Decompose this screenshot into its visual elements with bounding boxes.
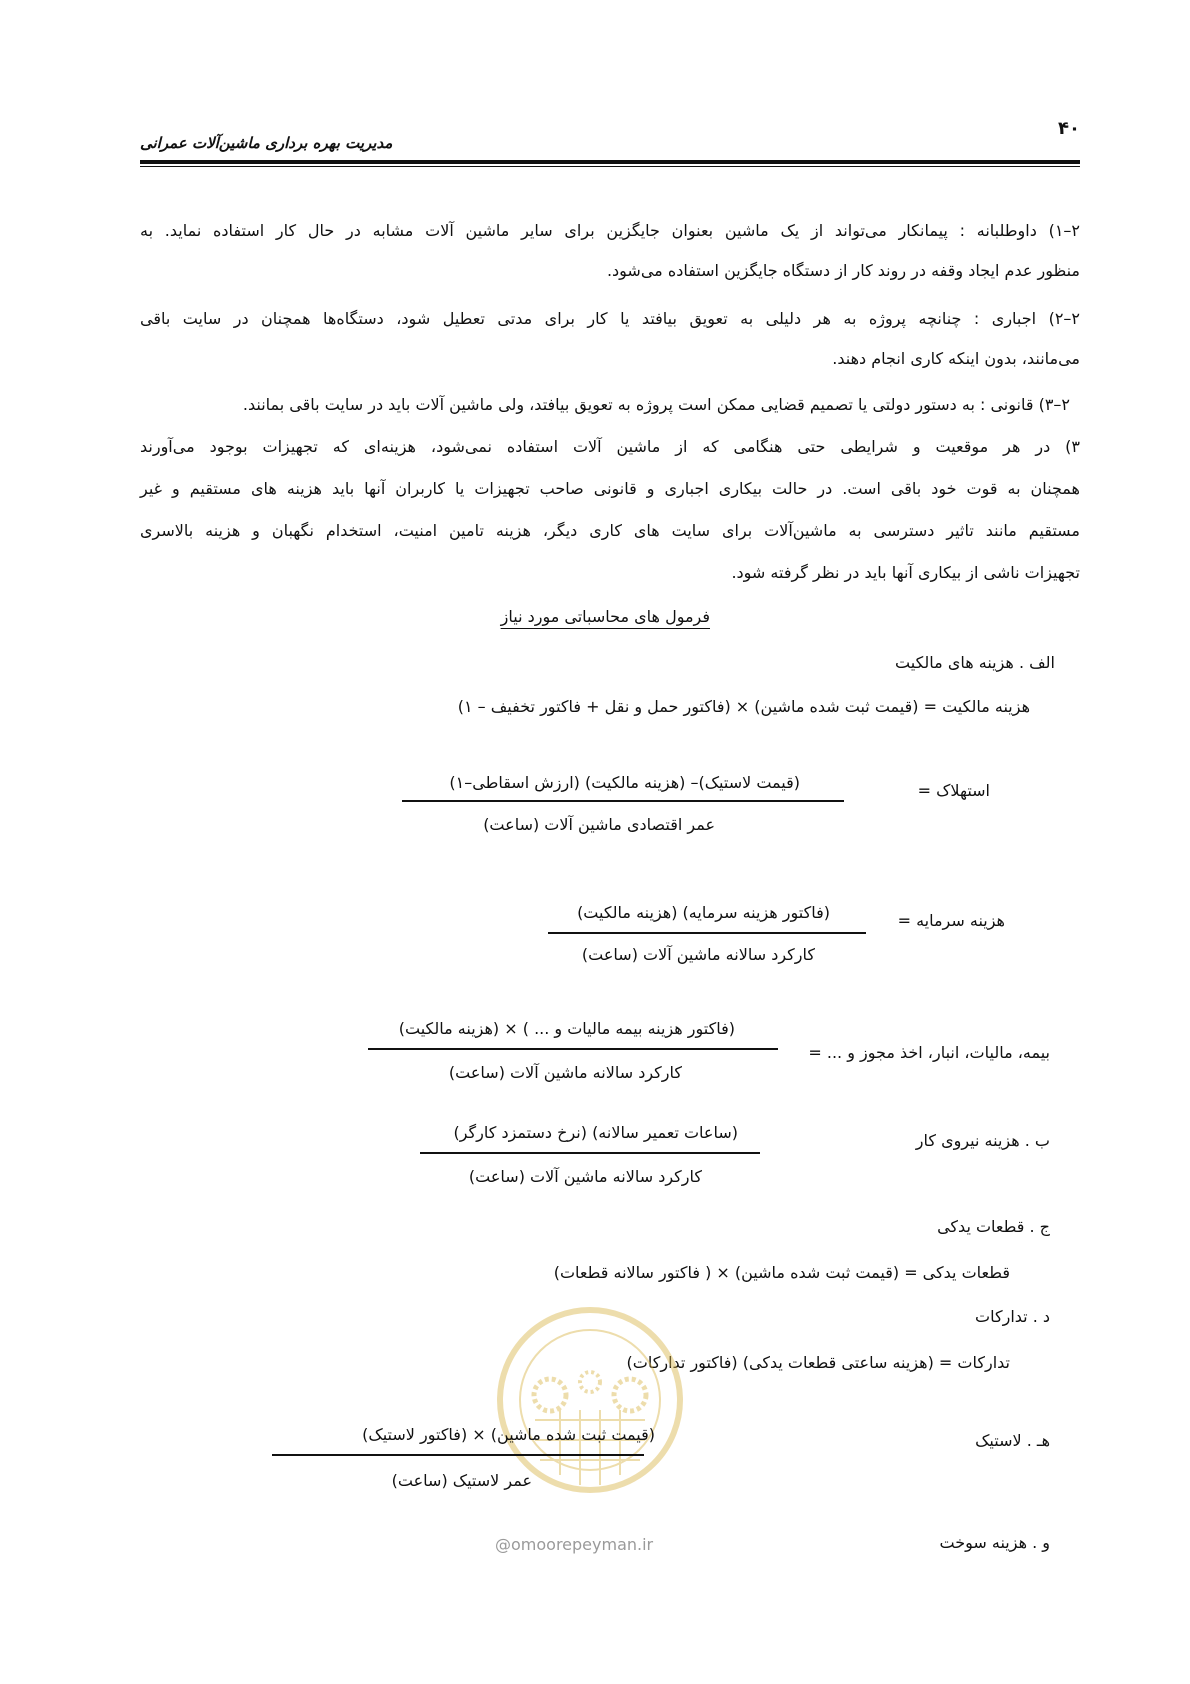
formula-label-depreciation: استهلاک = <box>917 781 990 800</box>
fraction-bar <box>402 800 844 802</box>
paragraph-line: می‌مانند، بدون اینکه کاری انجام دهند. <box>832 349 1080 368</box>
page-header <box>140 118 1080 158</box>
fraction-denominator: کارکرد سالانه ماشین آلات (ساعت) <box>468 1167 702 1186</box>
formula-label-insurance: بیمه، مالیات، انبار، اخذ مجوز و ... = <box>808 1043 1050 1062</box>
section-title-dal: د . تدارکات <box>975 1307 1050 1326</box>
fraction-denominator: کارکرد سالانه ماشین آلات (ساعت) <box>448 1063 682 1082</box>
formula-ownership: هزینه مالکیت = (قیمت ثبت شده ماشین) × (فاکتور حمل و نقل + فاکتور تخفیف – ۱) <box>457 697 1030 716</box>
paragraph-line: مستقیم مانند تاثیر دسترسی به ماشین‌آلات برای سایت های کاری دیگر، هزینه تامین امنیت، استخدام نگهبان و هزینه بالاسری <box>140 521 1080 540</box>
running-title: مدیریت بهره برداری ماشین‌آلات عمرانی <box>140 134 393 152</box>
formula-label-capital: هزینه سرمایه = <box>897 911 1005 930</box>
paragraph-line: ۳) در هر موقعیت و شرایطی حتی هنگامی که از ماشین آلات استفاده نمی‌شود، هزینه‌ای که تجهیزات بوجود می‌آورند <box>140 437 1080 456</box>
fraction-numerator: (فاکتور هزینه بیمه مالیات و ... ) × (هزینه مالکیت) <box>398 1019 735 1038</box>
section-title-jim: ج . قطعات یدکی <box>937 1217 1050 1236</box>
fraction-denominator: عمر لاستیک (ساعت) <box>391 1471 532 1490</box>
paragraph-line: ۲–۲) اجباری : چنانچه پروژه به هر دلیلی به تعویق بیافتد یا کار برای مدتی تعطیل شود، دستگاه‌ها همچنان در سایت باقی <box>140 309 1080 328</box>
fraction-denominator: عمر اقتصادی ماشین آلات (ساعت) <box>483 815 715 834</box>
header-rule <box>140 160 1080 164</box>
fraction-denominator: کارکرد سالانه ماشین آلات (ساعت) <box>581 945 815 964</box>
fraction-numerator: (فاکتور هزینه سرمایه) (هزینه مالکیت) <box>577 903 830 922</box>
section-title-be: ب . هزینه نیروی کار <box>915 1131 1050 1150</box>
formulas-heading: فرمول های محاسباتی مورد نیاز <box>500 607 710 626</box>
header-rule-thin <box>140 166 1080 167</box>
section-title-vav: و . هزینه سوخت <box>939 1533 1050 1552</box>
formula-supplies: تدارکات = (هزینه ساعتی قطعات یدکی) (فاکتور تدارکات) <box>626 1353 1010 1372</box>
section-title-he: هـ . لاستیک <box>975 1431 1050 1450</box>
paragraph-line: منظور عدم ایجاد وقفه در روند کار از دستگاه جایگزین استفاده می‌شود. <box>606 261 1080 280</box>
fraction-bar <box>548 932 866 934</box>
formula-spare-parts: قطعات یدکی = (قیمت ثبت شده ماشین) × ( فاکتور سالانه قطعات) <box>553 1263 1010 1282</box>
paragraph-line: همچنان به قوت خود باقی است. در حالت بیکاری اجباری و قانونی صاحب تجهیزات یا کاربران آنها باید هزینه های مستقیم و غیر <box>140 479 1080 498</box>
fraction-bar <box>368 1048 778 1050</box>
watermark-url: @omoorepeyman.ir <box>495 1535 654 1554</box>
page-number: ۴۰ <box>1058 118 1080 139</box>
fraction-numerator: (ساعات تعمیر سالانه) (نرخ دستمزد کارگر) <box>453 1123 738 1142</box>
section-title-alef: الف . هزینه های مالکیت <box>895 653 1055 672</box>
paragraph-line: ۲–۱) داوطلبانه : پیمانکار می‌تواند از یک ماشین بعنوان جایگزین برای سایر ماشین آلات مشابه در حال کار استفاده نماید. به <box>140 221 1080 240</box>
fraction-numerator: (قیمت لاستیک)– (هزینه مالکیت) (ارزش اسقاطی–۱) <box>449 773 800 792</box>
fraction-numerator: (قیمت ثبت شده ماشین) × (فاکتور لاستیک) <box>362 1425 655 1444</box>
fraction-bar <box>272 1454 644 1456</box>
paragraph-line: تجهیزات ناشی از بیکاری آنها باید در نظر گرفته شود. <box>731 563 1080 582</box>
paragraph-line: ۲–۳) قانونی : به دستور دولتی یا تصمیم قضایی ممکن است پروژه به تعویق بیافتد، ولی ماشین آلات باید در سایت باقی بمانند. <box>242 395 1070 414</box>
fraction-bar <box>420 1152 760 1154</box>
